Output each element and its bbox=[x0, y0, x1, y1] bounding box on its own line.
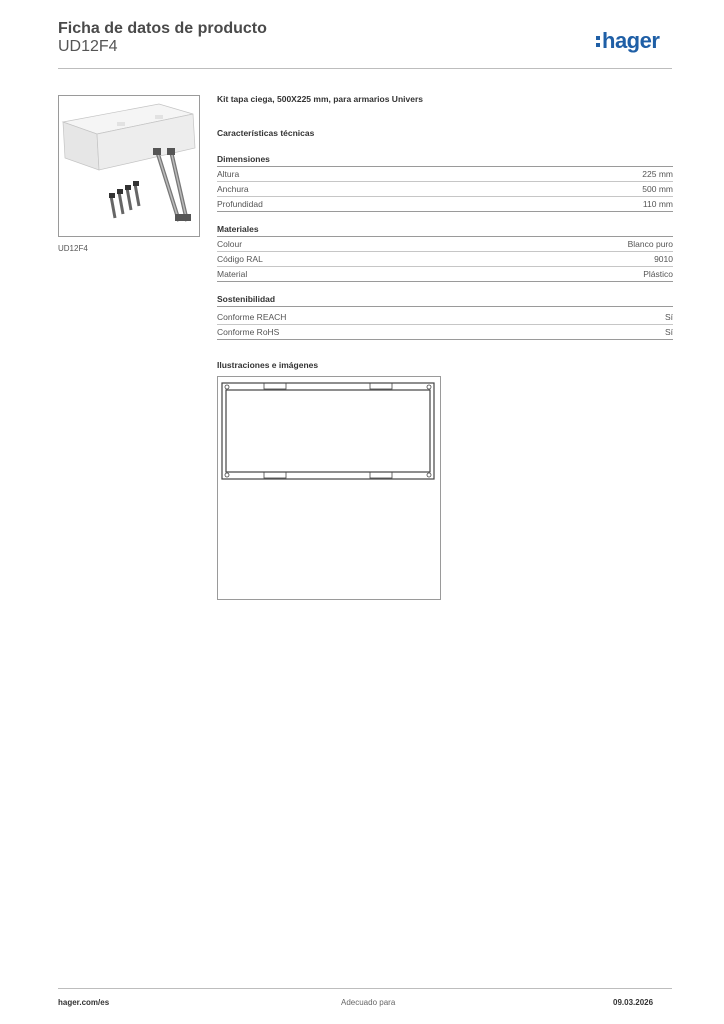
spec-group-dimensions bbox=[217, 152, 673, 212]
footer-divider bbox=[58, 988, 672, 989]
spec-label: Altura bbox=[217, 169, 240, 179]
specification-panel bbox=[217, 92, 673, 370]
spec-row bbox=[217, 252, 673, 267]
spec-row bbox=[217, 182, 673, 197]
spec-group-title: Sostenibilidad bbox=[217, 292, 673, 307]
spec-value: Blanco puro bbox=[627, 239, 673, 249]
spec-value: 110 mm bbox=[642, 199, 673, 209]
spec-value: 500 mm bbox=[642, 184, 673, 194]
spec-group-materials bbox=[217, 222, 673, 282]
spec-group-sustainability bbox=[217, 292, 673, 340]
spec-value: Sí bbox=[664, 312, 673, 322]
spec-value: Sí bbox=[664, 327, 673, 337]
spec-row bbox=[217, 197, 673, 212]
spec-label: Conforme RoHS bbox=[217, 327, 280, 337]
spec-value: 225 mm bbox=[642, 169, 673, 179]
illustrations-heading: Ilustraciones e imágenes bbox=[217, 360, 319, 370]
product-image bbox=[58, 95, 200, 237]
spec-row bbox=[217, 267, 673, 282]
brand-logo bbox=[595, 27, 675, 57]
spec-label: Material bbox=[217, 269, 248, 279]
footer-date: 09.03.2026 bbox=[613, 998, 654, 1007]
spec-value: 9010 bbox=[654, 254, 673, 264]
spec-label: Anchura bbox=[217, 184, 249, 194]
spec-row bbox=[217, 325, 673, 340]
product-description: Kit tapa ciega, 500X225 mm, para armarios Univers bbox=[217, 94, 423, 104]
technical-drawing bbox=[217, 376, 441, 600]
logo-dot-top bbox=[596, 36, 600, 40]
characteristics-heading: Características técnicas bbox=[217, 128, 315, 138]
page-title: Ficha de datos de producto bbox=[58, 20, 267, 37]
product-image-caption: UD12F4 bbox=[58, 244, 88, 253]
spec-group-title: Materiales bbox=[217, 222, 673, 237]
spec-group-title: Dimensiones bbox=[217, 152, 673, 167]
footer-suitability: Adecuado para bbox=[341, 998, 396, 1007]
spec-label: Conforme REACH bbox=[217, 312, 287, 322]
spec-label: Profundidad bbox=[217, 199, 263, 209]
spec-row bbox=[217, 310, 673, 325]
spec-row bbox=[217, 237, 673, 252]
footer-website[interactable]: hager.com/es bbox=[58, 998, 110, 1007]
spec-label: Colour bbox=[217, 239, 243, 249]
brand-name: hager bbox=[602, 28, 660, 53]
header-divider bbox=[58, 68, 672, 69]
logo-dot-bottom bbox=[596, 43, 600, 47]
product-reference: UD12F4 bbox=[58, 38, 118, 55]
spec-row bbox=[217, 167, 673, 182]
spec-label: Código RAL bbox=[217, 254, 263, 264]
spec-value: Plástico bbox=[643, 269, 673, 279]
